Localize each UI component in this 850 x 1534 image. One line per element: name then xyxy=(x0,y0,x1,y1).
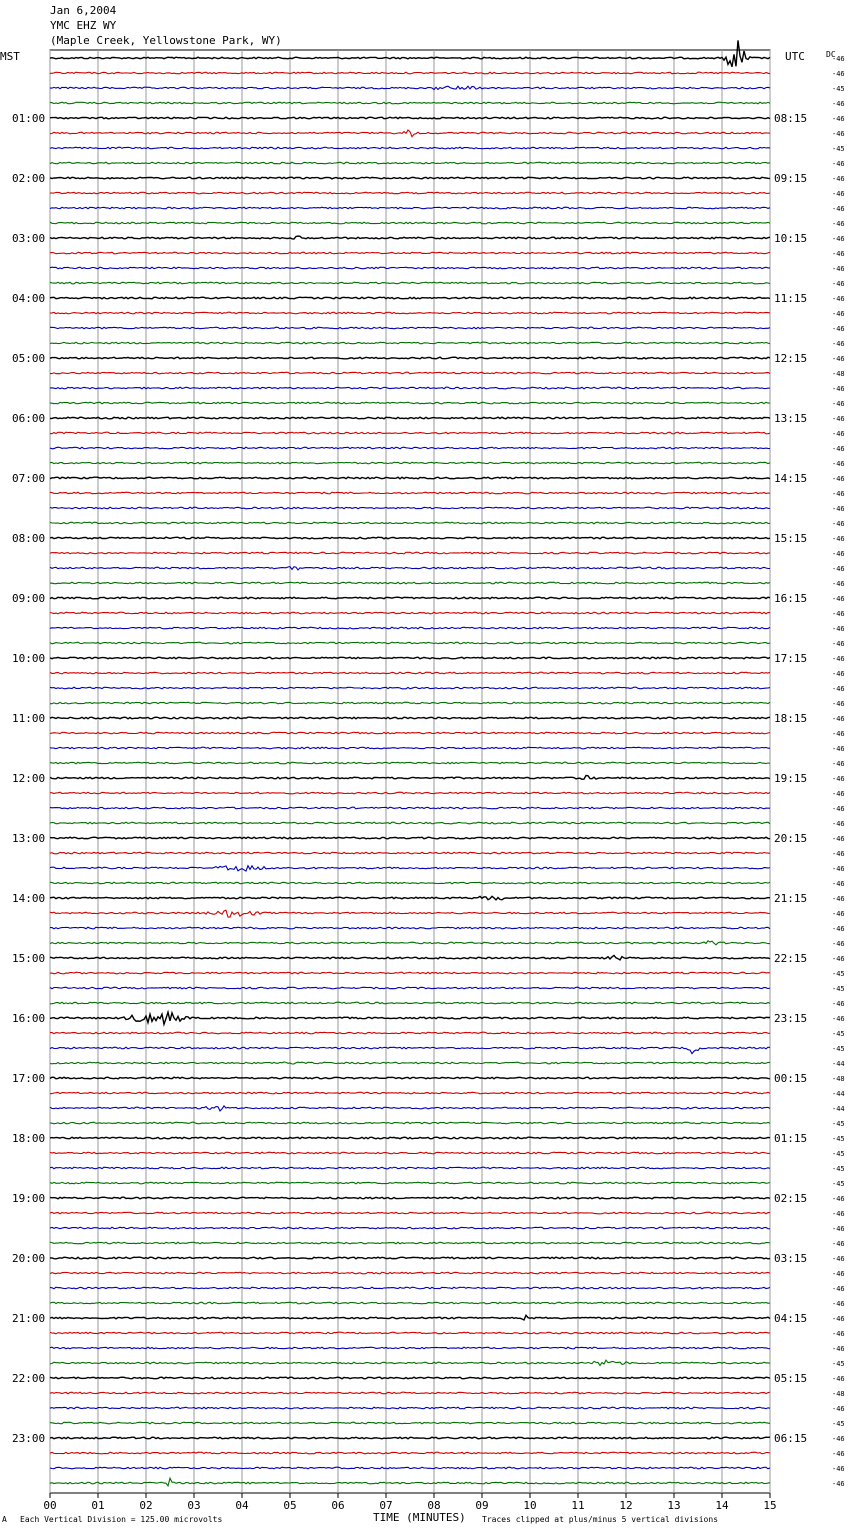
right-hour-label: 06:15 xyxy=(774,1432,808,1445)
seismic-trace xyxy=(50,1047,770,1053)
left-hour-label: 14:00 xyxy=(12,892,46,905)
plot-frame xyxy=(50,50,770,1493)
seismic-trace xyxy=(50,896,770,900)
trace-offset-label: -46 xyxy=(832,1345,845,1353)
trace-offset-label: -45 xyxy=(832,1045,845,1053)
trace-offset-label: -46 xyxy=(832,385,845,393)
trace-offset-label: -45 xyxy=(832,1360,845,1368)
trace-offset-label: -46 xyxy=(832,610,845,618)
trace-offset-label: -46 xyxy=(832,505,845,513)
seismic-trace xyxy=(50,567,770,570)
x-tick-label: 03 xyxy=(187,1499,201,1512)
x-tick-label: 00 xyxy=(43,1499,57,1512)
trace-offset-label: -46 xyxy=(832,1000,845,1008)
trace-offset-label: -46 xyxy=(832,55,845,63)
right-hour-label: 15:15 xyxy=(774,532,808,545)
seismic-trace xyxy=(50,1137,770,1139)
trace-offset-label: -48 xyxy=(832,370,845,378)
trace-offset-label: -46 xyxy=(832,1240,845,1248)
seismic-trace xyxy=(50,552,770,554)
seismic-trace xyxy=(50,687,770,689)
x-tick-label: 02 xyxy=(139,1499,153,1512)
right-hour-label: 21:15 xyxy=(774,892,808,905)
seismic-trace xyxy=(50,207,770,209)
seismic-trace xyxy=(50,972,770,974)
left-hour-label: 12:00 xyxy=(12,772,46,785)
seismic-trace xyxy=(50,537,770,539)
trace-offset-label: -46 xyxy=(832,625,845,633)
right-hour-label: 19:15 xyxy=(774,772,808,785)
trace-offset-label: -46 xyxy=(832,205,845,213)
trace-offset-label: -45 xyxy=(832,145,845,153)
seismic-trace xyxy=(50,327,770,329)
x-tick-label: 01 xyxy=(91,1499,105,1512)
trace-offset-label: -46 xyxy=(832,1015,845,1023)
trace-offset-label: -46 xyxy=(832,1465,845,1473)
trace-offset-label: -46 xyxy=(832,160,845,168)
right-hour-label: 14:15 xyxy=(774,472,808,485)
trace-offset-label: -48 xyxy=(832,1390,845,1398)
left-hour-label: 09:00 xyxy=(12,592,46,605)
seismic-trace xyxy=(50,597,770,599)
seismic-trace xyxy=(50,837,770,839)
seismic-trace xyxy=(50,387,770,389)
left-hour-label: 15:00 xyxy=(12,952,46,965)
trace-offset-label: -46 xyxy=(832,70,845,78)
left-hour-label: 19:00 xyxy=(12,1192,46,1205)
seismic-trace xyxy=(50,732,770,734)
right-hour-label: 04:15 xyxy=(774,1312,808,1325)
trace-offset-label: -46 xyxy=(832,475,845,483)
trace-offset-label: -46 xyxy=(832,1330,845,1338)
seismic-trace xyxy=(50,1347,770,1349)
seismic-trace xyxy=(50,297,770,299)
seismic-trace xyxy=(50,955,770,960)
trace-offset-label: -46 xyxy=(832,730,845,738)
seismic-trace xyxy=(50,477,770,479)
seismic-trace xyxy=(50,1012,770,1024)
seismic-trace xyxy=(50,1106,770,1111)
seismic-trace xyxy=(50,357,770,359)
seismic-trace xyxy=(50,507,770,509)
trace-offset-label: -46 xyxy=(832,1315,845,1323)
trace-offset-label: -46 xyxy=(832,100,845,108)
trace-offset-label: -44 xyxy=(832,1105,845,1113)
seismic-trace xyxy=(50,1332,770,1334)
trace-offset-label: -46 xyxy=(832,430,845,438)
seismic-trace xyxy=(50,1437,770,1439)
trace-offset-label: -45 xyxy=(832,1135,845,1143)
seismic-trace xyxy=(50,1452,770,1454)
seismic-trace xyxy=(50,792,770,794)
seismic-trace xyxy=(50,627,770,629)
trace-offset-label: -46 xyxy=(832,415,845,423)
seismic-trace xyxy=(50,1062,770,1064)
trace-offset-label: -46 xyxy=(832,325,845,333)
seismic-trace xyxy=(50,612,770,614)
x-tick-label: 12 xyxy=(619,1499,633,1512)
right-hour-label: 16:15 xyxy=(774,592,808,605)
trace-offset-label: -46 xyxy=(832,355,845,363)
x-tick-label: 07 xyxy=(379,1499,393,1512)
seismic-trace xyxy=(50,657,770,659)
seismic-trace xyxy=(50,987,770,989)
trace-offset-label: -46 xyxy=(832,280,845,288)
clip-note: Traces clipped at plus/minus 5 vertical divisions xyxy=(482,1515,719,1524)
footer-mark: A xyxy=(2,1515,7,1524)
trace-offset-label: -46 xyxy=(832,655,845,663)
seismic-trace xyxy=(50,177,770,179)
right-hour-label: 11:15 xyxy=(774,292,808,305)
seismic-trace xyxy=(50,852,770,854)
left-hour-label: 03:00 xyxy=(12,232,46,245)
seismic-trace xyxy=(50,1122,770,1124)
seismic-trace xyxy=(50,417,770,419)
seismic-trace xyxy=(50,147,770,149)
right-hour-label: 00:15 xyxy=(774,1072,808,1085)
seismic-trace xyxy=(50,1315,770,1320)
seismic-trace xyxy=(50,372,770,374)
left-hour-label: 06:00 xyxy=(12,412,46,425)
seismic-trace xyxy=(50,236,770,239)
trace-offset-label: -46 xyxy=(832,925,845,933)
x-tick-label: 14 xyxy=(715,1499,729,1512)
right-hour-label: 10:15 xyxy=(774,232,808,245)
left-hour-label: 13:00 xyxy=(12,832,46,845)
right-hour-label: 09:15 xyxy=(774,172,808,185)
seismic-trace xyxy=(50,1002,770,1004)
station-code: YMC EHZ WY xyxy=(50,19,117,32)
right-hour-label: 23:15 xyxy=(774,1012,808,1025)
seismic-trace xyxy=(50,130,770,137)
left-hour-label: 07:00 xyxy=(12,472,46,485)
seismic-trace xyxy=(50,117,770,119)
trace-offset-label: -46 xyxy=(832,130,845,138)
trace-offset-label: -46 xyxy=(832,940,845,948)
right-hour-label: 08:15 xyxy=(774,112,808,125)
trace-offset-label: -46 xyxy=(832,595,845,603)
seismic-trace xyxy=(50,1407,770,1409)
trace-offset-label: -46 xyxy=(832,1375,845,1383)
seismic-trace xyxy=(50,192,770,194)
trace-offset-label: -46 xyxy=(832,685,845,693)
trace-offset-label: -46 xyxy=(832,460,845,468)
right-hour-label: 03:15 xyxy=(774,1252,808,1265)
seismic-trace xyxy=(50,882,770,884)
seismic-trace xyxy=(50,432,770,434)
trace-offset-label: -46 xyxy=(832,670,845,678)
seismic-trace xyxy=(50,1287,770,1289)
right-hour-label: 18:15 xyxy=(774,712,808,725)
station-location: (Maple Creek, Yellowstone Park, WY) xyxy=(50,34,282,47)
trace-offset-label: -48 xyxy=(832,1075,845,1083)
right-hour-label: 17:15 xyxy=(774,652,808,665)
trace-offset-label: -46 xyxy=(832,745,845,753)
trace-offset-label: -45 xyxy=(832,85,845,93)
left-hour-label: 16:00 xyxy=(12,1012,46,1025)
left-hour-label: 08:00 xyxy=(12,532,46,545)
seismic-trace xyxy=(50,1197,770,1199)
seismic-trace xyxy=(50,267,770,269)
trace-offset-label: -46 xyxy=(832,1255,845,1263)
trace-offset-label: -45 xyxy=(832,985,845,993)
trace-offset-label: -45 xyxy=(832,970,845,978)
right-hour-label: 02:15 xyxy=(774,1192,808,1205)
seismic-trace xyxy=(50,762,770,764)
trace-offset-label: -46 xyxy=(832,715,845,723)
trace-offset-label: -46 xyxy=(832,400,845,408)
left-hour-label: 02:00 xyxy=(12,172,46,185)
seismic-trace xyxy=(50,462,770,464)
left-hour-label: 04:00 xyxy=(12,292,46,305)
right-timezone-label: UTC xyxy=(785,50,805,63)
seismic-trace xyxy=(50,1242,770,1244)
seismic-trace xyxy=(50,342,770,344)
seismic-trace xyxy=(50,72,770,74)
seismic-trace xyxy=(50,1032,770,1034)
trace-offset-label: -46 xyxy=(832,1450,845,1458)
trace-offset-label: -46 xyxy=(832,835,845,843)
left-hour-label: 01:00 xyxy=(12,112,46,125)
seismic-trace xyxy=(50,1302,770,1304)
trace-offset-label: -46 xyxy=(832,1405,845,1413)
seismic-trace xyxy=(50,312,770,314)
seismic-trace xyxy=(50,747,770,749)
right-hour-label: 22:15 xyxy=(774,952,808,965)
seismic-trace xyxy=(50,1478,770,1486)
trace-offset-label: -45 xyxy=(832,1030,845,1038)
left-hour-label: 18:00 xyxy=(12,1132,46,1145)
x-axis-label: TIME (MINUTES) xyxy=(373,1511,466,1524)
seismic-trace xyxy=(50,822,770,824)
seismic-trace xyxy=(50,522,770,524)
trace-offset-label: -46 xyxy=(832,820,845,828)
seismic-trace xyxy=(50,642,770,644)
seismic-trace xyxy=(50,672,770,674)
trace-offset-label: -46 xyxy=(832,1300,845,1308)
trace-offset-label: -46 xyxy=(832,265,845,273)
seismic-trace xyxy=(50,252,770,254)
seismic-trace xyxy=(50,102,770,104)
x-tick-label: 15 xyxy=(763,1499,777,1512)
trace-offset-label: -46 xyxy=(832,1210,845,1218)
trace-offset-label: -45 xyxy=(832,1180,845,1188)
trace-offset-label: -46 xyxy=(832,790,845,798)
trace-offset-label: -46 xyxy=(832,700,845,708)
seismic-trace xyxy=(50,1167,770,1169)
x-tick-label: 11 xyxy=(571,1499,585,1512)
seismic-trace xyxy=(50,1392,770,1394)
seismic-trace xyxy=(50,86,770,89)
trace-offset-label: -46 xyxy=(832,535,845,543)
trace-offset-label: -46 xyxy=(832,1285,845,1293)
seismic-trace xyxy=(50,1422,770,1424)
trace-offset-label: -46 xyxy=(832,1480,845,1488)
seismic-trace xyxy=(50,910,770,917)
seismic-trace xyxy=(50,807,770,809)
trace-offset-label: -46 xyxy=(832,295,845,303)
seismic-trace xyxy=(50,1182,770,1184)
right-hour-label: 05:15 xyxy=(774,1372,808,1385)
scale-note: Each Vertical Division = 125.00 microvolts xyxy=(20,1515,223,1524)
x-tick-label: 08 xyxy=(427,1499,441,1512)
trace-offset-label: -46 xyxy=(832,805,845,813)
trace-offset-label: -46 xyxy=(832,340,845,348)
trace-offset-label: -45 xyxy=(832,1165,845,1173)
seismic-trace xyxy=(50,927,770,929)
seismic-trace xyxy=(50,717,770,719)
left-timezone-label: MST xyxy=(0,50,20,63)
trace-offset-label: -44 xyxy=(832,1060,845,1068)
right-hour-label: 12:15 xyxy=(774,352,808,365)
left-hour-label: 23:00 xyxy=(12,1432,46,1445)
trace-offset-label: -46 xyxy=(832,550,845,558)
seismic-trace xyxy=(50,402,770,404)
seismic-trace xyxy=(50,1272,770,1274)
trace-offset-label: -46 xyxy=(832,955,845,963)
corner-label: DC xyxy=(826,50,836,59)
x-tick-label: 06 xyxy=(331,1499,345,1512)
trace-offset-label: -46 xyxy=(832,490,845,498)
seismic-trace xyxy=(50,582,770,584)
left-hour-label: 11:00 xyxy=(12,712,46,725)
trace-offset-label: -46 xyxy=(832,895,845,903)
x-tick-label: 09 xyxy=(475,1499,489,1512)
x-tick-label: 04 xyxy=(235,1499,249,1512)
trace-offset-label: -46 xyxy=(832,580,845,588)
trace-offset-label: -46 xyxy=(832,1435,845,1443)
left-hour-label: 10:00 xyxy=(12,652,46,665)
seismic-trace xyxy=(50,1092,770,1094)
seismic-trace xyxy=(50,492,770,494)
trace-offset-label: -46 xyxy=(832,865,845,873)
left-hour-label: 17:00 xyxy=(12,1072,46,1085)
trace-offset-label: -46 xyxy=(832,1225,845,1233)
left-hour-label: 22:00 xyxy=(12,1372,46,1385)
seismic-trace xyxy=(50,162,770,164)
left-hour-label: 05:00 xyxy=(12,352,46,365)
seismic-trace xyxy=(50,1227,770,1229)
trace-offset-label: -46 xyxy=(832,235,845,243)
x-tick-label: 10 xyxy=(523,1499,537,1512)
trace-offset-label: -46 xyxy=(832,1270,845,1278)
trace-offset-label: -46 xyxy=(832,775,845,783)
trace-offset-label: -46 xyxy=(832,190,845,198)
left-hour-label: 21:00 xyxy=(12,1312,46,1325)
seismic-trace xyxy=(50,1152,770,1154)
seismic-trace xyxy=(50,776,770,780)
trace-offset-label: -46 xyxy=(832,250,845,258)
record-date: Jan 6,2004 xyxy=(50,4,117,17)
trace-offset-label: -44 xyxy=(832,1090,845,1098)
trace-offset-label: -45 xyxy=(832,1150,845,1158)
trace-offset-label: -46 xyxy=(832,565,845,573)
seismic-trace xyxy=(50,282,770,284)
trace-offset-label: -46 xyxy=(832,760,845,768)
seismic-trace xyxy=(50,702,770,704)
trace-offset-label: -46 xyxy=(832,445,845,453)
trace-offset-label: -46 xyxy=(832,115,845,123)
seismic-trace xyxy=(50,1077,770,1079)
seismic-trace xyxy=(50,941,770,945)
x-tick-label: 13 xyxy=(667,1499,681,1512)
trace-offset-label: -45 xyxy=(832,1120,845,1128)
right-hour-label: 20:15 xyxy=(774,832,808,845)
seismic-trace xyxy=(50,1257,770,1259)
trace-offset-label: -46 xyxy=(832,1195,845,1203)
trace-offset-label: -46 xyxy=(832,850,845,858)
seismic-trace xyxy=(50,1212,770,1214)
trace-offset-label: -46 xyxy=(832,910,845,918)
right-hour-label: 01:15 xyxy=(774,1132,808,1145)
right-hour-label: 13:15 xyxy=(774,412,808,425)
seismic-trace xyxy=(50,222,770,224)
x-tick-label: 05 xyxy=(283,1499,297,1512)
seismic-trace xyxy=(50,866,770,871)
seismic-trace xyxy=(50,1377,770,1379)
seismic-trace xyxy=(50,1467,770,1469)
seismic-trace xyxy=(50,1360,770,1365)
left-hour-label: 20:00 xyxy=(12,1252,46,1265)
trace-offset-label: -46 xyxy=(832,175,845,183)
trace-offset-label: -46 xyxy=(832,520,845,528)
trace-offset-label: -46 xyxy=(832,640,845,648)
seismic-trace xyxy=(50,447,770,449)
trace-offset-label: -45 xyxy=(832,1420,845,1428)
trace-offset-label: -46 xyxy=(832,880,845,888)
trace-offset-label: -46 xyxy=(832,310,845,318)
trace-offset-label: -46 xyxy=(832,220,845,228)
